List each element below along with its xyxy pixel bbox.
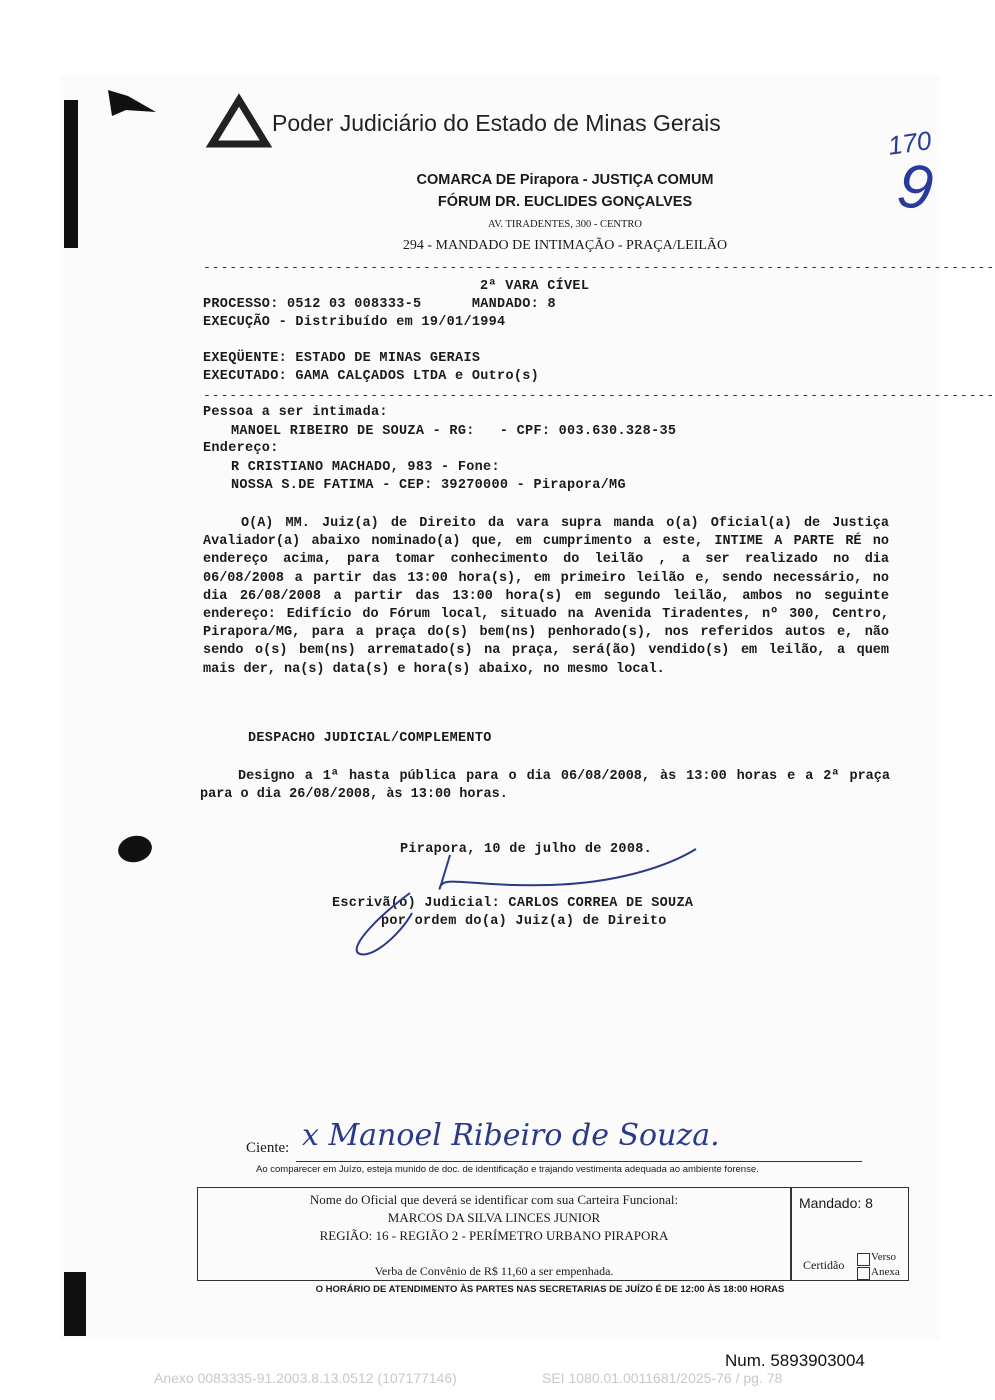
officer-intro: Nome do Oficial que deverá se identificar com sua Carteira Funcional: xyxy=(309,1192,679,1207)
street-line: R CRISTIANO MACHADO, 983 - Fone: xyxy=(231,460,500,475)
verba-line: Verba de Convênio de R$ 11,60 a ser empenhada. xyxy=(374,1264,614,1278)
ciente-signature: x Manoel Ribeiro de Souza. xyxy=(302,1118,720,1153)
handwritten-page-number: 170 xyxy=(886,125,934,161)
anexo-reference: Anexo 0083335-91.2003.8.13.0512 (107177146) xyxy=(154,1370,457,1386)
verso-label: Verso xyxy=(871,1251,897,1263)
officer-box-divider xyxy=(790,1187,792,1281)
verso-checkbox[interactable] xyxy=(857,1253,870,1266)
sei-reference: SEI 1080.01.0011681/2025-76 / pg. 78 xyxy=(542,1370,783,1386)
forum-line: FÓRUM DR. EUCLIDES GONÇALVES xyxy=(437,194,693,210)
processo-line: PROCESSO: 0512 03 008333-5 MANDADO: 8 xyxy=(203,297,556,312)
handwritten-mark: 9 xyxy=(893,150,938,225)
ciente-notice: Ao comparecer em Juízo, esteja munido de doc. de identificação e trajando vestimenta adequada ao ambiente forense. xyxy=(256,1164,759,1175)
comarca-line: COMARCA DE Pirapora - JUSTIÇA COMUM xyxy=(416,172,714,188)
officer-name: MARCOS DA SILVA LINCES JUNIOR xyxy=(387,1210,601,1225)
mandado-label: Mandado: 8 xyxy=(799,1195,873,1211)
divider-line: ------------------------------------------------------------------------------------------ xyxy=(203,260,995,275)
document-type: 294 - MANDADO DE INTIMAÇÃO - PRAÇA/LEILÃO xyxy=(402,238,728,253)
place-date: Pirapora, 10 de julho de 2008. xyxy=(400,842,653,857)
court-name: Poder Judiciário do Estado de Minas Gerais xyxy=(272,110,721,136)
despacho-text: Designo a 1ª hasta pública para o dia 06/08/2008, às 13:00 horas e a 2ª praça para o dia 26/08/2008, às 13:00 horas. xyxy=(200,769,890,803)
divider-line: ------------------------------------------------------------------------------------------ xyxy=(203,388,995,403)
exequente-line: EXEQÜENTE: ESTADO DE MINAS GERAIS xyxy=(203,351,481,366)
person-name-line: MANOEL RIBEIRO DE SOUZA - RG: - CPF: 003.630.328-35 xyxy=(231,424,677,439)
document-number: Num. 5893903004 xyxy=(725,1351,865,1370)
order-line: por ordem do(a) Juiz(a) de Direito xyxy=(381,914,667,929)
anexa-label: Anexa xyxy=(871,1266,900,1278)
officer-region: REGIÃO: 16 - REGIÃO 2 - PERÍMETRO URBANO PIRAPORA xyxy=(319,1228,669,1243)
despacho-heading: DESPACHO JUDICIAL/COMPLEMENTO xyxy=(248,731,492,746)
hours-notice: O HORÁRIO DE ATENDIMENTO ÀS PARTES NAS SECRETARIAS DE JUÍZO É DE 12:00 ÀS 18:00 HORAS xyxy=(315,1284,785,1295)
anexa-checkbox[interactable] xyxy=(857,1267,870,1280)
triangle-logo-icon xyxy=(208,96,270,148)
forum-address: AV. TIRADENTES, 300 - CENTRO xyxy=(487,219,642,230)
ciente-underline xyxy=(296,1161,862,1162)
left-margin-bar-bottom xyxy=(64,1272,86,1336)
clerk-signature xyxy=(340,835,710,965)
vara-line: 2ª VARA CÍVEL xyxy=(480,279,590,294)
city-line: NOSSA S.DE FATIMA - CEP: 39270000 - Pirapora/MG xyxy=(231,478,626,493)
address-heading: Endereço: xyxy=(203,441,279,456)
order-paragraph: O(A) MM. Juiz(a) de Direito da vara supra manda o(a) Oficial(a) de Justiça Avaliador(a) abaixo nominado(a) que, em cumprimento a este, INTIME A PARTE RÉ no endereço acima, para tomar conhecimento do leilão , a ser realizado no dia 06/08/2008 a partir das 13:00 hora(s), em primeiro leilão e, sendo necessário, no dia 26/08/2008 a partir das 13:00 hora(s) em segundo leilão, ambos no seguinte endereço: Edifício do Fórum local, situado na Avenida Tiradentes, nº 300, Centro, Pirapora/MG, para a praça do(s) bem(ns) penhorado(s), nos referidos autos e, não sendo o(s) bem(ns) arrematado(s) na praça, será(ão) vendido(s) em leilão, a quem mais der, na(s) data(s) e hora(s) abaixo, no mesmo local. xyxy=(203,516,889,677)
person-heading: Pessoa a ser intimada: xyxy=(203,405,388,420)
certidao-label: Certidão xyxy=(803,1258,845,1272)
ciente-label: Ciente: xyxy=(246,1140,290,1156)
left-margin-bar-top xyxy=(64,100,78,248)
executado-line: EXECUTADO: GAMA CALÇADOS LTDA e Outro(s) xyxy=(203,369,540,384)
execucao-line: EXECUÇÃO - Distribuído em 19/01/1994 xyxy=(203,315,506,330)
corner-mark xyxy=(104,86,160,120)
clerk-line: Escrivã(o) Judicial: CARLOS CORREA DE SOUZA xyxy=(332,896,694,911)
